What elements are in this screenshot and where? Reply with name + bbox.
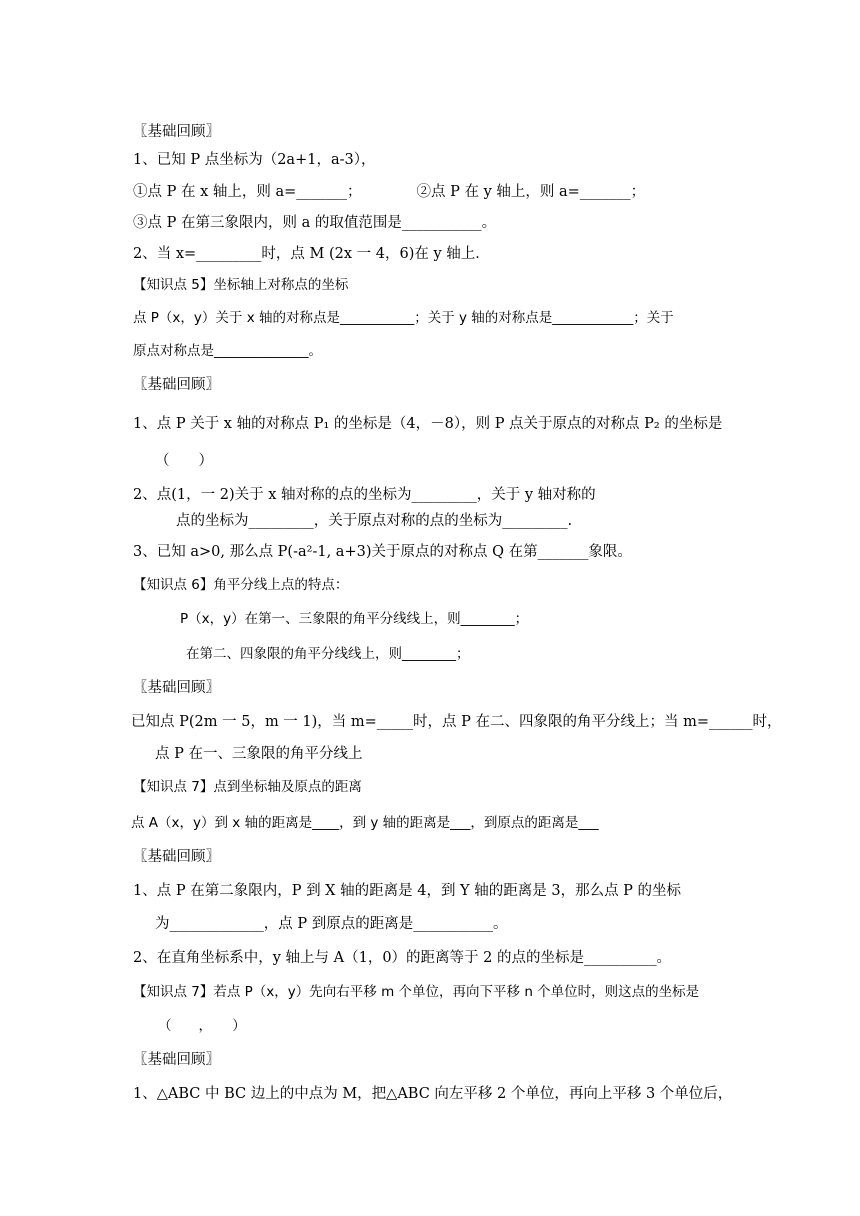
question-line: 为_____________，点 P 到原点的距离是___________。 (155, 916, 508, 932)
question-line: 3、已知 a>0, 那么点 P(-a²-1, a+3)关于原点的对称点 Q 在第_______象限。 (133, 544, 632, 560)
knowledge-point-line: 点 P（x，y）关于 x 轴的对称点是___________；关于 y 轴的对称点是____________；关于 (133, 310, 674, 326)
knowledge-point-line: 点 A（x，y）到 x 轴的距离是____，到 y 轴的距离是___，到原点的距离是___ (131, 815, 599, 831)
question-line: ①点 P 在 x 轴上，则 a=_______； ②点 P 在 y 轴上，则 a=_______； (133, 184, 646, 200)
knowledge-point-heading: 【知识点 7】若点 P（x，y）先向右平移 m 个单位，再向下平移 n 个单位时，则这点的坐标是 (133, 984, 700, 1000)
question-line: 1、点 P 在第二象限内，P 到 X 轴的距离是 4，到 Y 轴的距离是 3，那么点 P 的坐标 (133, 883, 682, 899)
section-heading-review: 〖基础回顾〗 (133, 124, 220, 140)
question-line: 2、在直角坐标系中，y 轴上与 A（1，0）的距离等于 2 的点的坐标是__________。 (133, 950, 671, 966)
section-heading-review: 〖基础回顾〗 (133, 377, 220, 393)
question-line: 1、点 P 关于 x 轴的对称点 P₁ 的坐标是（4，－8），则 P 点关于原点的对称点 P₂ 的坐标是 (133, 416, 723, 432)
knowledge-point-line: 在第二、四象限的角平分线线上，则________； (186, 646, 470, 662)
section-heading-review: 〖基础回顾〗 (133, 680, 220, 696)
knowledge-point-heading: 【知识点 5】坐标轴上对称点的坐标 (133, 277, 349, 293)
question-line: 点 P 在一、三象限的角平分线上 (155, 746, 363, 762)
question-line: ③点 P 在第三象限内，则 a 的取值范围是___________。 (133, 215, 497, 231)
answer-parentheses: （ ， ） (158, 1018, 246, 1034)
knowledge-point-line: 原点对称点是______________。 (133, 343, 322, 359)
section-heading-review: 〖基础回顾〗 (133, 1052, 220, 1068)
question-line: 2、当 x=_________时，点 M (2x 一 4，6)在 y 轴上． (133, 246, 490, 262)
question-line: 1、已知 P 点坐标为（2a+1，a-3）， (133, 152, 376, 168)
knowledge-point-heading: 【知识点 7】点到坐标轴及原点的距离 (133, 779, 362, 795)
question-line: 点的坐标为_________，关于原点对称的点的坐标为_________. (176, 513, 573, 529)
question-line: 已知点 P(2m 一 5，m 一 1)，当 m=_____时，点 P 在二、四象限的角平分线上；当 m=______时， (131, 714, 782, 730)
question-line: 1、△ABC 中 BC 边上的中点为 M，把△ABC 向左平移 2 个单位，再向上平移 3 个单位后， (133, 1086, 733, 1102)
question-line: 2、点(1，一 2)关于 x 轴对称的点的坐标为_________，关于 y 轴对称的 (133, 487, 596, 503)
knowledge-point-line: P（x，y）在第一、三象限的角平分线线上，则________； (180, 611, 529, 627)
section-heading-review: 〖基础回顾〗 (133, 849, 220, 865)
answer-parentheses: （ ） (155, 453, 213, 469)
knowledge-point-heading: 【知识点 6】角平分线上点的特点： (133, 577, 349, 593)
